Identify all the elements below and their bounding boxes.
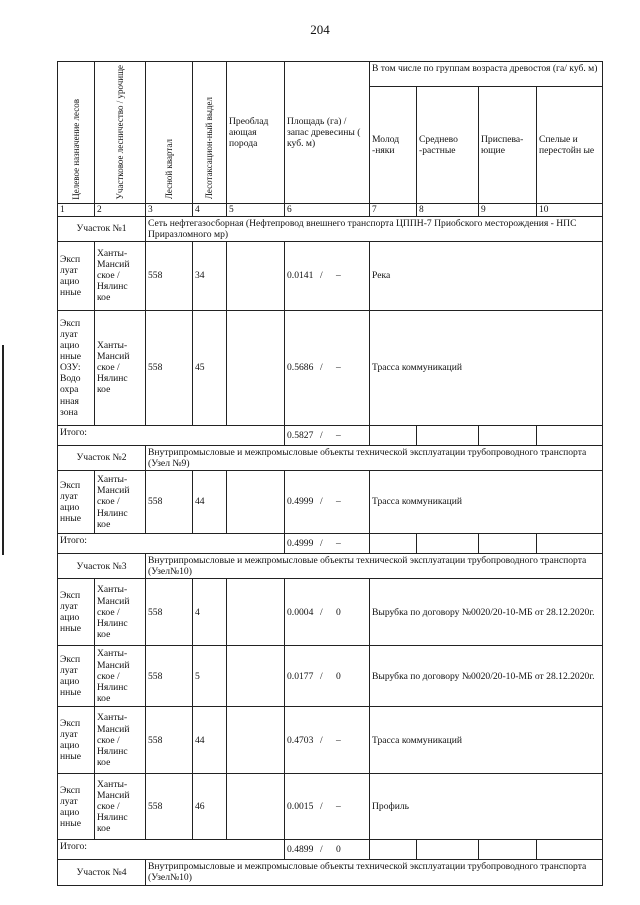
purpose-cell: Эксп луат ацио нные — [58, 579, 95, 646]
scan-edge-mark — [2, 345, 4, 555]
note-cell: Трасса коммуникаций — [370, 707, 603, 774]
volume-value: – — [335, 362, 341, 374]
area-cell — [285, 707, 370, 774]
section-title: Внутрипромысловые и межпромысловые объекты технической эксплуатации трубопроводного транспорта (Узел№10) — [146, 554, 603, 579]
column-number: 3 — [146, 203, 193, 216]
area-separator: / — [320, 496, 323, 508]
column-number: 9 — [479, 203, 537, 216]
header-maturing: Приспева- ющие — [479, 87, 537, 204]
total-empty-cell — [417, 534, 479, 554]
area-cell — [285, 534, 370, 554]
volume-value: – — [335, 801, 341, 813]
table-row — [58, 707, 603, 774]
area-value: 0.4999 — [287, 537, 314, 549]
area-value: 0.5827 — [287, 429, 314, 441]
section-label: Участок №3 — [58, 554, 146, 579]
area-value: 0.0004 — [287, 606, 314, 618]
note-cell: Трасса коммуникаций — [370, 471, 603, 534]
section-title: Сеть нефтегазосборная (Нефтепровод внешнего транспорта ЦППН-7 Приобского месторождения - НПС Приразломного мр) — [146, 216, 603, 241]
forestry-cell: Ханты-Мансий ское / Нялинс кое — [95, 707, 146, 774]
area-separator: / — [320, 606, 323, 618]
quarter-cell: 558 — [146, 646, 193, 707]
forestry-cell: Ханты-Мансий ское / Нялинс кое — [95, 310, 146, 425]
table-row — [58, 774, 603, 840]
section-label: Участок №2 — [58, 445, 146, 470]
plot-cell: 4 — [193, 579, 227, 646]
area-separator: / — [320, 734, 323, 746]
header-row — [58, 62, 603, 87]
section-header-row — [58, 554, 603, 579]
purpose-cell: Эксп луат ацио нные ОЗУ: Водо охра нная зона — [58, 310, 95, 425]
column-number: 6 — [285, 203, 370, 216]
header-plot: Лесотаксацион-ный выдел — [193, 62, 227, 204]
table-row — [58, 579, 603, 646]
area-cell — [285, 646, 370, 707]
column-number: 5 — [227, 203, 285, 216]
total-row — [58, 425, 603, 445]
column-number: 4 — [193, 203, 227, 216]
section-label: Участок №4 — [58, 860, 146, 885]
total-label: Итого: — [58, 425, 285, 445]
area-separator: / — [320, 537, 323, 549]
plot-cell: 34 — [193, 241, 227, 310]
forestry-cell: Ханты-Мансий ское / Нялинс кое — [95, 774, 146, 840]
volume-value: 0 — [335, 844, 341, 856]
forestry-cell: Ханты-Мансий ское / Нялинс кое — [95, 471, 146, 534]
volume-value: 0 — [335, 606, 341, 618]
area-cell — [285, 425, 370, 445]
header-age-groups: В том числе по группам возраста древостоя (га/ куб. м) — [370, 62, 603, 87]
table-row — [58, 471, 603, 534]
species-cell — [227, 241, 285, 310]
volume-value: – — [335, 537, 341, 549]
total-row — [58, 534, 603, 554]
forestry-cell: Ханты-Мансий ское / Нялинс кое — [95, 579, 146, 646]
column-number: 2 — [95, 203, 146, 216]
note-cell: Вырубка по договору №0020/20-10-МБ от 28.12.2020г. — [370, 646, 603, 707]
total-empty-cell — [370, 425, 417, 445]
total-empty-cell — [370, 840, 417, 860]
section-title: Внутрипромысловые и межпромысловые объекты технической эксплуатации трубопроводного транспорта (Узел№10) — [146, 860, 603, 885]
table-row — [58, 646, 603, 707]
area-value: 0.4899 — [287, 844, 314, 856]
total-empty-cell — [417, 425, 479, 445]
forest-plots-table — [57, 61, 603, 886]
total-empty-cell — [537, 534, 603, 554]
column-number: 8 — [417, 203, 479, 216]
section-header-row — [58, 216, 603, 241]
total-row — [58, 840, 603, 860]
purpose-cell: Эксп луат ацио нные — [58, 471, 95, 534]
page-number: 204 — [310, 22, 330, 37]
table-row — [58, 310, 603, 425]
quarter-cell: 558 — [146, 707, 193, 774]
total-empty-cell — [479, 425, 537, 445]
note-cell: Река — [370, 241, 603, 310]
total-label: Итого: — [58, 534, 285, 554]
area-cell — [285, 471, 370, 534]
area-cell — [285, 579, 370, 646]
note-cell: Вырубка по договору №0020/20-10-МБ от 28.12.2020г. — [370, 579, 603, 646]
area-cell — [285, 241, 370, 310]
column-number: 10 — [537, 203, 603, 216]
header-forestry: Участковое лесничество / урочище — [95, 62, 146, 204]
section-label: Участок №1 — [58, 216, 146, 241]
section-title: Внутрипромысловые и межпромысловые объекты технической эксплуатации трубопроводного транспорта (Узел №9) — [146, 445, 603, 470]
total-empty-cell — [479, 840, 537, 860]
purpose-cell: Эксп луат ацио нные — [58, 241, 95, 310]
volume-value: – — [335, 496, 341, 508]
header-purpose: Целевое назначение лесов — [58, 62, 95, 204]
plot-cell: 44 — [193, 707, 227, 774]
header-area: Площадь (га) / запас древесины ( куб. м) — [285, 62, 370, 204]
quarter-cell: 558 — [146, 310, 193, 425]
purpose-cell: Эксп луат ацио нные — [58, 774, 95, 840]
area-separator: / — [320, 844, 323, 856]
plot-cell: 5 — [193, 646, 227, 707]
forestry-cell: Ханты-Мансий ское / Нялинс кое — [95, 241, 146, 310]
column-number: 7 — [370, 203, 417, 216]
quarter-cell: 558 — [146, 471, 193, 534]
plot-cell: 45 — [193, 310, 227, 425]
volume-value: – — [335, 429, 341, 441]
header-mature: Спелые и перестойн ые — [537, 87, 603, 204]
area-value: 0.0177 — [287, 670, 314, 682]
plot-cell: 46 — [193, 774, 227, 840]
column-number: 1 — [58, 203, 95, 216]
purpose-cell: Эксп луат ацио нные — [58, 646, 95, 707]
area-separator: / — [320, 362, 323, 374]
total-empty-cell — [537, 425, 603, 445]
total-empty-cell — [479, 534, 537, 554]
species-cell — [227, 707, 285, 774]
species-cell — [227, 471, 285, 534]
species-cell — [227, 310, 285, 425]
quarter-cell: 558 — [146, 774, 193, 840]
area-value: 0.0141 — [287, 270, 314, 282]
total-empty-cell — [537, 840, 603, 860]
volume-value: – — [335, 734, 341, 746]
species-cell — [227, 646, 285, 707]
area-value: 0.5686 — [287, 362, 314, 374]
area-value: 0.4703 — [287, 734, 314, 746]
quarter-cell: 558 — [146, 579, 193, 646]
area-separator: / — [320, 429, 323, 441]
forestry-cell: Ханты-Мансий ское / Нялинс кое — [95, 646, 146, 707]
header-young: Молод -няки — [370, 87, 417, 204]
area-value: 0.0015 — [287, 801, 314, 813]
total-label: Итого: — [58, 840, 285, 860]
column-number-row — [58, 203, 603, 216]
header-middle-aged: Среднево -растные — [417, 87, 479, 204]
note-cell: Трасса коммуникаций — [370, 310, 603, 425]
note-cell: Профиль — [370, 774, 603, 840]
area-separator: / — [320, 270, 323, 282]
section-header-row — [58, 860, 603, 885]
quarter-cell: 558 — [146, 241, 193, 310]
header-quarter: Лесной квартал — [146, 62, 193, 204]
volume-value: 0 — [335, 670, 341, 682]
area-cell — [285, 774, 370, 840]
volume-value: – — [335, 270, 341, 282]
plot-cell: 44 — [193, 471, 227, 534]
species-cell — [227, 774, 285, 840]
area-value: 0.4999 — [287, 496, 314, 508]
header-species: Преоблад ающая порода — [227, 62, 285, 204]
total-empty-cell — [417, 840, 479, 860]
table-row — [58, 241, 603, 310]
total-empty-cell — [370, 534, 417, 554]
purpose-cell: Эксп луат ацио нные — [58, 707, 95, 774]
area-separator: / — [320, 801, 323, 813]
area-separator: / — [320, 670, 323, 682]
section-header-row — [58, 445, 603, 470]
area-cell — [285, 310, 370, 425]
area-cell — [285, 840, 370, 860]
species-cell — [227, 579, 285, 646]
